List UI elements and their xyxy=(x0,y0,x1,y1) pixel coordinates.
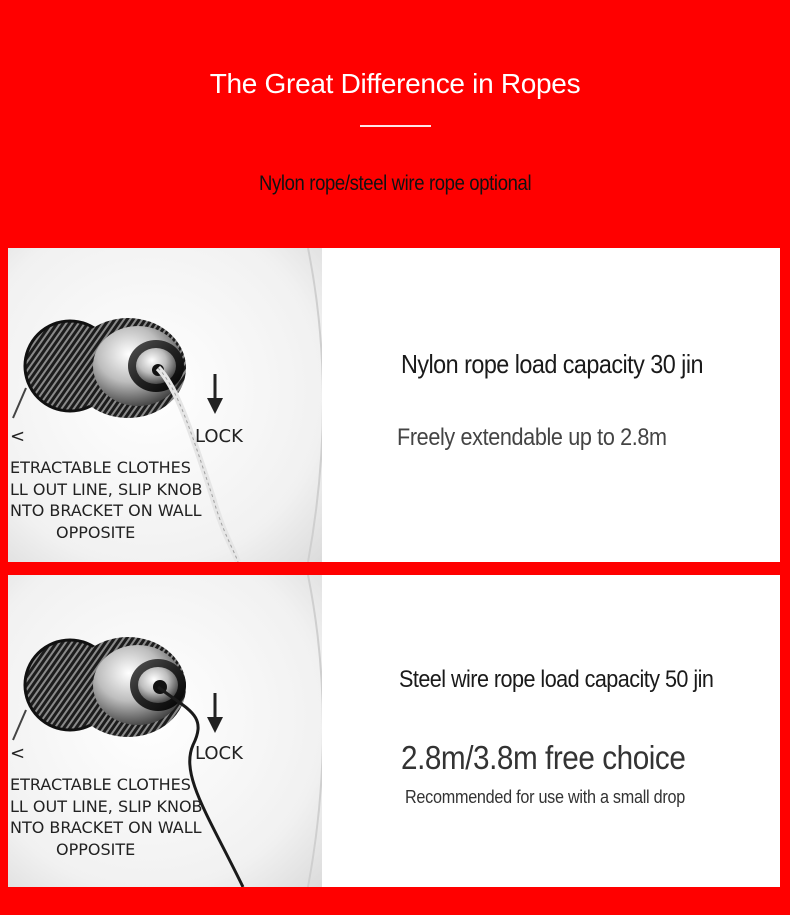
svg-text:<: < xyxy=(10,426,26,447)
steel-rope-photo xyxy=(8,575,322,887)
lock-label: LOCK xyxy=(195,426,243,447)
page-subtitle: Nylon rope/steel wire rope optional xyxy=(258,172,532,195)
instruction-line-1: ETRACTABLE CLOTHES xyxy=(10,775,191,794)
steel-note: Recommended for use with a small drop xyxy=(405,787,685,807)
instruction-line-3: NTO BRACKET ON WALL xyxy=(10,818,202,837)
lock-label: LOCK xyxy=(195,743,243,764)
instruction-line-4: OPPOSITE xyxy=(56,840,136,859)
nylon-rope-photo xyxy=(8,248,322,562)
instruction-line-4: OPPOSITE xyxy=(56,523,136,542)
steel-rope-panel xyxy=(8,575,780,887)
nylon-heading: Nylon rope load capacity 30 jin xyxy=(401,349,703,379)
nylon-text-block xyxy=(328,248,780,562)
nylon-detail: Freely extendable up to 2.8m xyxy=(397,424,667,451)
nylon-rope-panel xyxy=(8,248,780,562)
steel-text-block xyxy=(328,575,780,887)
steel-heading: Steel wire rope load capacity 50 jin xyxy=(399,666,714,693)
instruction-line-2: LL OUT LINE, SLIP KNOB xyxy=(10,480,203,499)
instruction-line-3: NTO BRACKET ON WALL xyxy=(10,501,202,520)
svg-text:<: < xyxy=(10,743,26,764)
instruction-line-2: LL OUT LINE, SLIP KNOB xyxy=(10,797,203,816)
title-divider xyxy=(360,125,431,127)
steel-detail: 2.8m/3.8m free choice xyxy=(401,739,686,776)
page-title: The Great Difference in Ropes xyxy=(209,68,581,99)
instruction-line-1: ETRACTABLE CLOTHES xyxy=(10,458,191,477)
